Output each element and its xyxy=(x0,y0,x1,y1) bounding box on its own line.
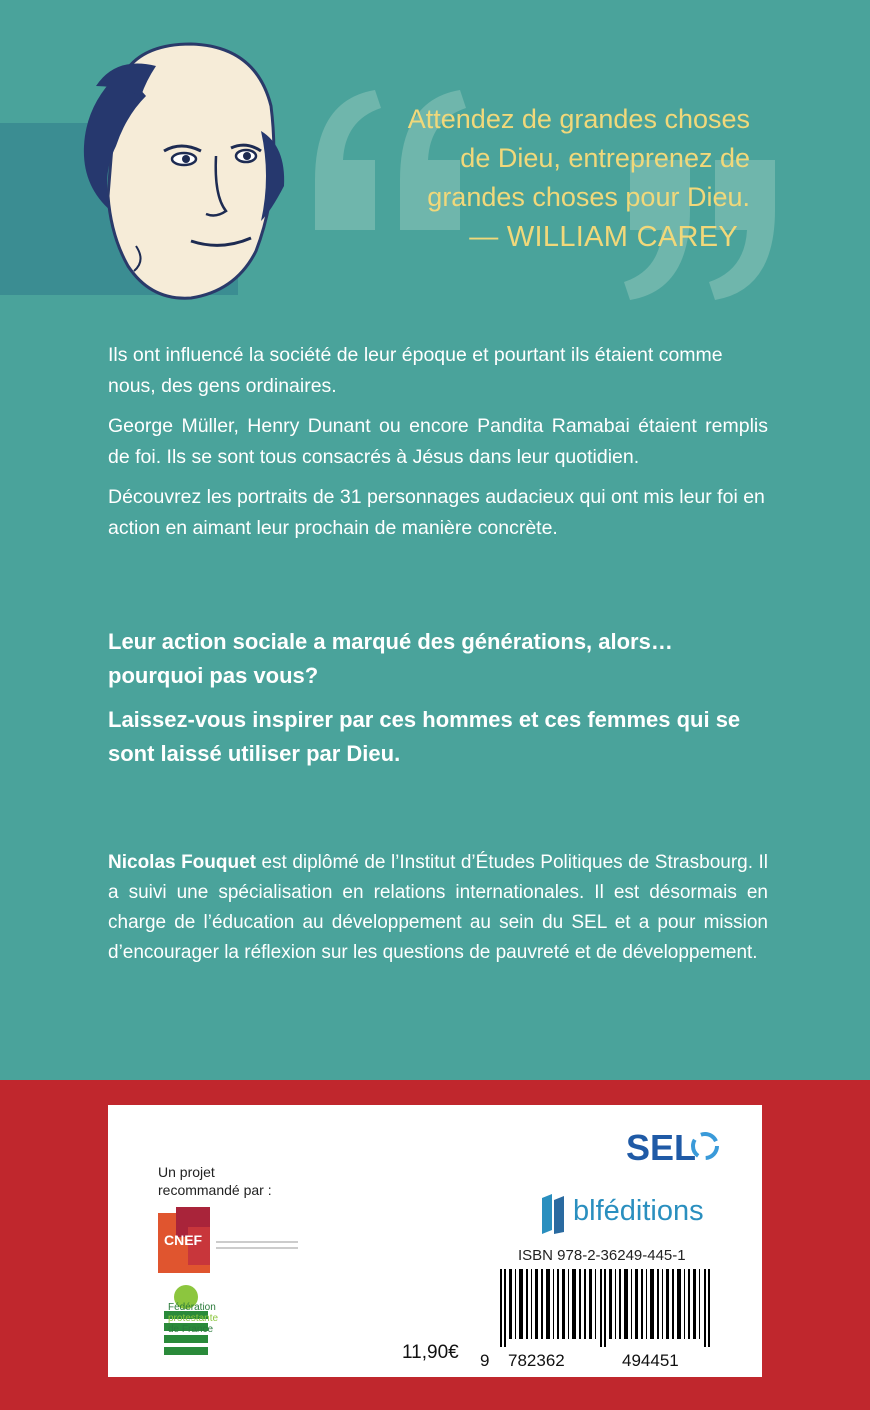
description-paragraph: George Müller, Henry Dunant ou encore Pandita Ramabai étaient remplis de foi. Ils se sont tous consacrés à Jésus dans leur quotidien. xyxy=(108,415,768,468)
author-bio xyxy=(108,848,768,968)
recommendation-line: Un projet xyxy=(158,1164,215,1180)
barcode-digits: 494451 xyxy=(622,1351,679,1370)
description-paragraph: Découvrez les portraits de 31 personnages audacieux qui ont mis leur foi en action en aimant leur prochain de manière concrète. xyxy=(108,486,765,539)
author-name: Nicolas Fouquet xyxy=(108,852,256,873)
quote-line: de Dieu, entreprenez de xyxy=(460,143,750,173)
recommendation-label xyxy=(158,1163,272,1199)
description xyxy=(108,340,768,553)
portrait-illustration xyxy=(56,36,296,304)
quote-line: Attendez de grandes choses xyxy=(407,104,750,134)
highlight-paragraph: Leur action sociale a marqué des générations, alors… pourquoi pas vous? xyxy=(108,629,673,688)
highlight-text xyxy=(108,625,768,781)
barcode-digits: 782362 xyxy=(508,1351,565,1370)
fpf-line: protestante xyxy=(168,1313,219,1324)
price: 11,90€ xyxy=(402,1342,459,1363)
quote-author: — WILLIAM CAREY xyxy=(469,221,738,253)
quote-line: grandes choses pour Dieu. xyxy=(427,182,750,212)
recommendation-line: recommandé par : xyxy=(158,1182,272,1198)
barcode-digit: 9 xyxy=(480,1351,490,1370)
fpf-line: Fédération xyxy=(168,1302,216,1313)
isbn: ISBN 978-2-36249-445-1 xyxy=(518,1247,686,1264)
fpf-line: de France xyxy=(168,1324,214,1335)
quote-text xyxy=(330,100,750,217)
barcode xyxy=(496,1269,718,1347)
sel-swirl-icon xyxy=(690,1131,720,1161)
publisher-logo: blféditions xyxy=(573,1195,704,1227)
cnef-label: CNEF xyxy=(164,1232,203,1248)
description-paragraph: Ils ont influencé la société de leur époque et pourtant ils étaient comme nous, des gens ordinaires. xyxy=(108,344,723,397)
author-bio-text: est diplômé de l’Institut d’Études Politiques de Strasbourg. Il a suivi une spécialisation en relations internationales. Il est désormais en charge de l’éducation au développement au sein du SEL et a pour mission d’encourager la réflexion sur les questions de pauvreté et de développement. xyxy=(108,852,768,963)
publisher-panel xyxy=(108,1105,762,1377)
fpf-label xyxy=(168,1302,218,1335)
highlight-paragraph: Laissez-vous inspirer par ces hommes et ces femmes qui se sont laissé utiliser par Dieu. xyxy=(108,707,741,766)
sel-logo: SEL xyxy=(626,1127,697,1168)
